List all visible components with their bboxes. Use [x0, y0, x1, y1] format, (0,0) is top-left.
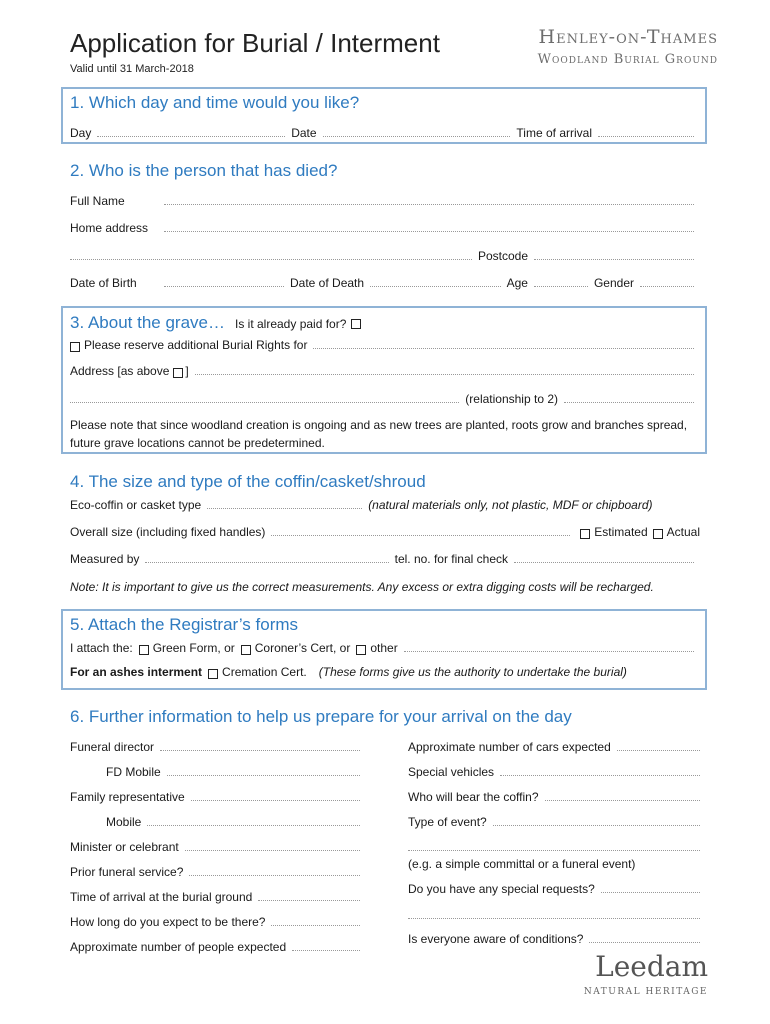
event-type-line-2-field[interactable] — [408, 849, 700, 851]
section-1-row — [70, 124, 700, 140]
right-field-row — [408, 855, 700, 871]
funeral-director-field[interactable] — [160, 749, 360, 751]
left-field-label: Mobile — [106, 815, 142, 829]
left-field-row — [70, 888, 360, 904]
gender-field[interactable] — [640, 285, 694, 287]
event-type-hint: (e.g. a simple committal or a funeral event) — [408, 857, 636, 871]
special-vehicles-field[interactable] — [500, 774, 700, 776]
relationship-label: (relationship to 2) — [465, 392, 558, 406]
day-label: Day — [70, 126, 92, 140]
time-label: Time of arrival — [516, 126, 592, 140]
attach-label: I attach the: — [70, 641, 133, 655]
green-form-label: Green Form, or — [152, 641, 235, 655]
event-type-field[interactable] — [493, 824, 700, 826]
section-3-title-row — [70, 313, 700, 333]
other-checkbox[interactable] — [356, 645, 366, 655]
age-field[interactable] — [534, 285, 588, 287]
left-field-label: Prior funeral service? — [70, 865, 184, 879]
full-name-label: Full Name — [70, 194, 125, 208]
left-field-row — [70, 938, 360, 954]
cars-count-field[interactable] — [617, 749, 700, 751]
grave-address-line-2-field[interactable] — [70, 401, 459, 403]
left-field-row — [70, 863, 360, 879]
postcode-field[interactable] — [534, 258, 694, 260]
leedam-tagline: NATURAL HERITAGE — [583, 987, 708, 997]
coroner-cert-checkbox[interactable] — [241, 645, 251, 655]
section-1-heading: 1. Which day and time would you like? — [70, 93, 360, 112]
right-field-row — [408, 906, 700, 922]
eco-label: Eco-coffin or casket type — [70, 498, 202, 512]
people-count-field[interactable] — [292, 949, 360, 951]
conditions-aware-field[interactable] — [589, 941, 700, 943]
reserve-label: Please reserve additional Burial Rights for — [84, 338, 308, 352]
cremation-cert-checkbox[interactable] — [208, 669, 218, 679]
postcode-label: Postcode — [477, 249, 528, 263]
dob-row — [70, 274, 700, 290]
home-address-row — [70, 219, 700, 235]
eco-note: (natural materials only, not plastic, MDF or chipboard) — [368, 498, 653, 512]
relationship-field[interactable] — [564, 401, 694, 403]
day-field[interactable] — [97, 135, 285, 137]
reserve-checkbox[interactable] — [70, 342, 80, 352]
minister-field[interactable] — [185, 849, 360, 851]
age-label: Age — [506, 276, 528, 290]
prior-service-field[interactable] — [189, 874, 360, 876]
grave-note: Please note that since woodland creation is ongoing and as new trees are planted, roots grow and branches spread, future grave locations cannot be predetermined. — [70, 418, 688, 450]
right-field-row — [408, 738, 700, 754]
paid-label: Is it already paid for? — [235, 317, 347, 331]
left-field-row — [106, 813, 360, 829]
arrival-time-field[interactable] — [258, 899, 360, 901]
duration-field[interactable] — [271, 924, 360, 926]
right-field-label: Is everyone aware of conditions? — [408, 932, 584, 946]
reserve-field[interactable] — [313, 347, 694, 349]
left-field-row — [70, 788, 360, 804]
brand-subtitle: Woodland Burial Ground — [537, 52, 718, 67]
right-field-label: Type of event? — [408, 815, 487, 829]
full-name-row — [70, 192, 700, 208]
size-field[interactable] — [271, 534, 570, 536]
dod-field[interactable] — [370, 285, 501, 287]
other-label: other — [370, 641, 398, 655]
grave-address-label: Address [as above — [70, 364, 170, 378]
green-form-checkbox[interactable] — [139, 645, 149, 655]
size-label: Overall size (including fixed handles) — [70, 525, 266, 539]
right-field-row — [408, 788, 700, 804]
left-field-label: Approximate number of people expected — [70, 940, 287, 954]
section-3-heading: 3. About the grave… — [70, 313, 225, 332]
special-requests-line-2-field[interactable] — [408, 917, 700, 919]
actual-checkbox[interactable] — [653, 529, 663, 539]
left-field-label: Minister or celebrant — [70, 840, 179, 854]
right-field-label: Who will bear the coffin? — [408, 790, 539, 804]
right-field-row — [408, 930, 700, 946]
left-field-row — [70, 838, 360, 854]
valid-until: Valid until 31 March-2018 — [70, 63, 194, 75]
leedam-logo: Leedam — [595, 950, 708, 983]
family-rep-field[interactable] — [191, 799, 360, 801]
attach-row — [70, 639, 700, 655]
measured-label: Measured by — [70, 552, 140, 566]
tel-field[interactable] — [514, 561, 694, 563]
grave-address-bracket: ] — [185, 364, 189, 378]
left-field-label: Family representative — [70, 790, 185, 804]
fd-mobile-field[interactable] — [167, 774, 360, 776]
gender-label: Gender — [593, 276, 634, 290]
dod-label: Date of Death — [290, 276, 365, 290]
eco-row — [70, 496, 700, 512]
section-4-heading: 4. The size and type of the coffin/casket/shroud — [70, 472, 426, 491]
ashes-label: For an ashes interment — [70, 665, 203, 679]
other-field[interactable] — [404, 650, 694, 652]
eco-field[interactable] — [207, 507, 362, 509]
address-as-above-checkbox[interactable] — [173, 368, 183, 378]
right-field-row — [408, 838, 700, 854]
left-field-label: Time of arrival at the burial ground — [70, 890, 253, 904]
right-field-row — [408, 813, 700, 829]
cremation-cert-label: Cremation Cert. — [222, 665, 307, 679]
ashes-note: (These forms give us the authority to undertake the burial) — [318, 665, 627, 679]
coffin-bearers-field[interactable] — [545, 799, 700, 801]
full-name-field[interactable] — [164, 203, 694, 205]
left-field-row — [70, 738, 360, 754]
tel-label: tel. no. for final check — [394, 552, 508, 566]
measurement-note: Note: It is important to give us the correct measurements. Any excess or extra digging costs will be recharged. — [70, 580, 654, 594]
left-field-row — [106, 763, 360, 779]
brand-title: Henley-on-Thames — [538, 26, 718, 48]
measured-field[interactable] — [145, 561, 388, 563]
time-field[interactable] — [598, 135, 694, 137]
ashes-row — [70, 663, 700, 679]
grave-address-field[interactable] — [195, 373, 694, 375]
left-field-label: Funeral director — [70, 740, 155, 754]
measured-row — [70, 550, 700, 566]
special-requests-field[interactable] — [601, 891, 700, 893]
section-6-heading: 6. Further information to help us prepare for your arrival on the day — [70, 707, 572, 726]
coroner-cert-label: Coroner’s Cert, or — [254, 641, 351, 655]
right-field-row — [408, 763, 700, 779]
right-field-label: Special vehicles — [408, 765, 495, 779]
home-address-label: Home address — [70, 221, 149, 235]
right-field-label: Do you have any special requests? — [408, 882, 595, 896]
right-field-label: Approximate number of cars expected — [408, 740, 611, 754]
grave-address-row — [70, 362, 700, 378]
size-row — [70, 523, 700, 539]
section-2-heading: 2. Who is the person that has died? — [70, 161, 338, 180]
page-title: Application for Burial / Interment — [70, 28, 440, 58]
date-field[interactable] — [323, 135, 511, 137]
date-label: Date — [291, 126, 317, 140]
left-field-label: FD Mobile — [106, 765, 161, 779]
actual-label: Actual — [666, 525, 700, 539]
postcode-row — [70, 247, 700, 263]
rep-mobile-field[interactable] — [147, 824, 360, 826]
left-field-label: How long do you expect to be there? — [70, 915, 266, 929]
estimated-label: Estimated — [594, 525, 648, 539]
dob-label: Date of Birth — [70, 276, 137, 290]
relationship-row — [70, 390, 700, 406]
section-5-heading: 5. Attach the Registrar’s forms — [70, 615, 299, 634]
left-field-row — [70, 913, 360, 929]
paid-checkbox[interactable] — [351, 319, 361, 329]
estimated-checkbox[interactable] — [580, 529, 590, 539]
reserve-row — [70, 336, 700, 352]
address-line-2-field[interactable] — [70, 258, 472, 260]
home-address-field[interactable] — [164, 230, 694, 232]
right-field-row — [408, 880, 700, 896]
dob-field[interactable] — [164, 285, 284, 287]
